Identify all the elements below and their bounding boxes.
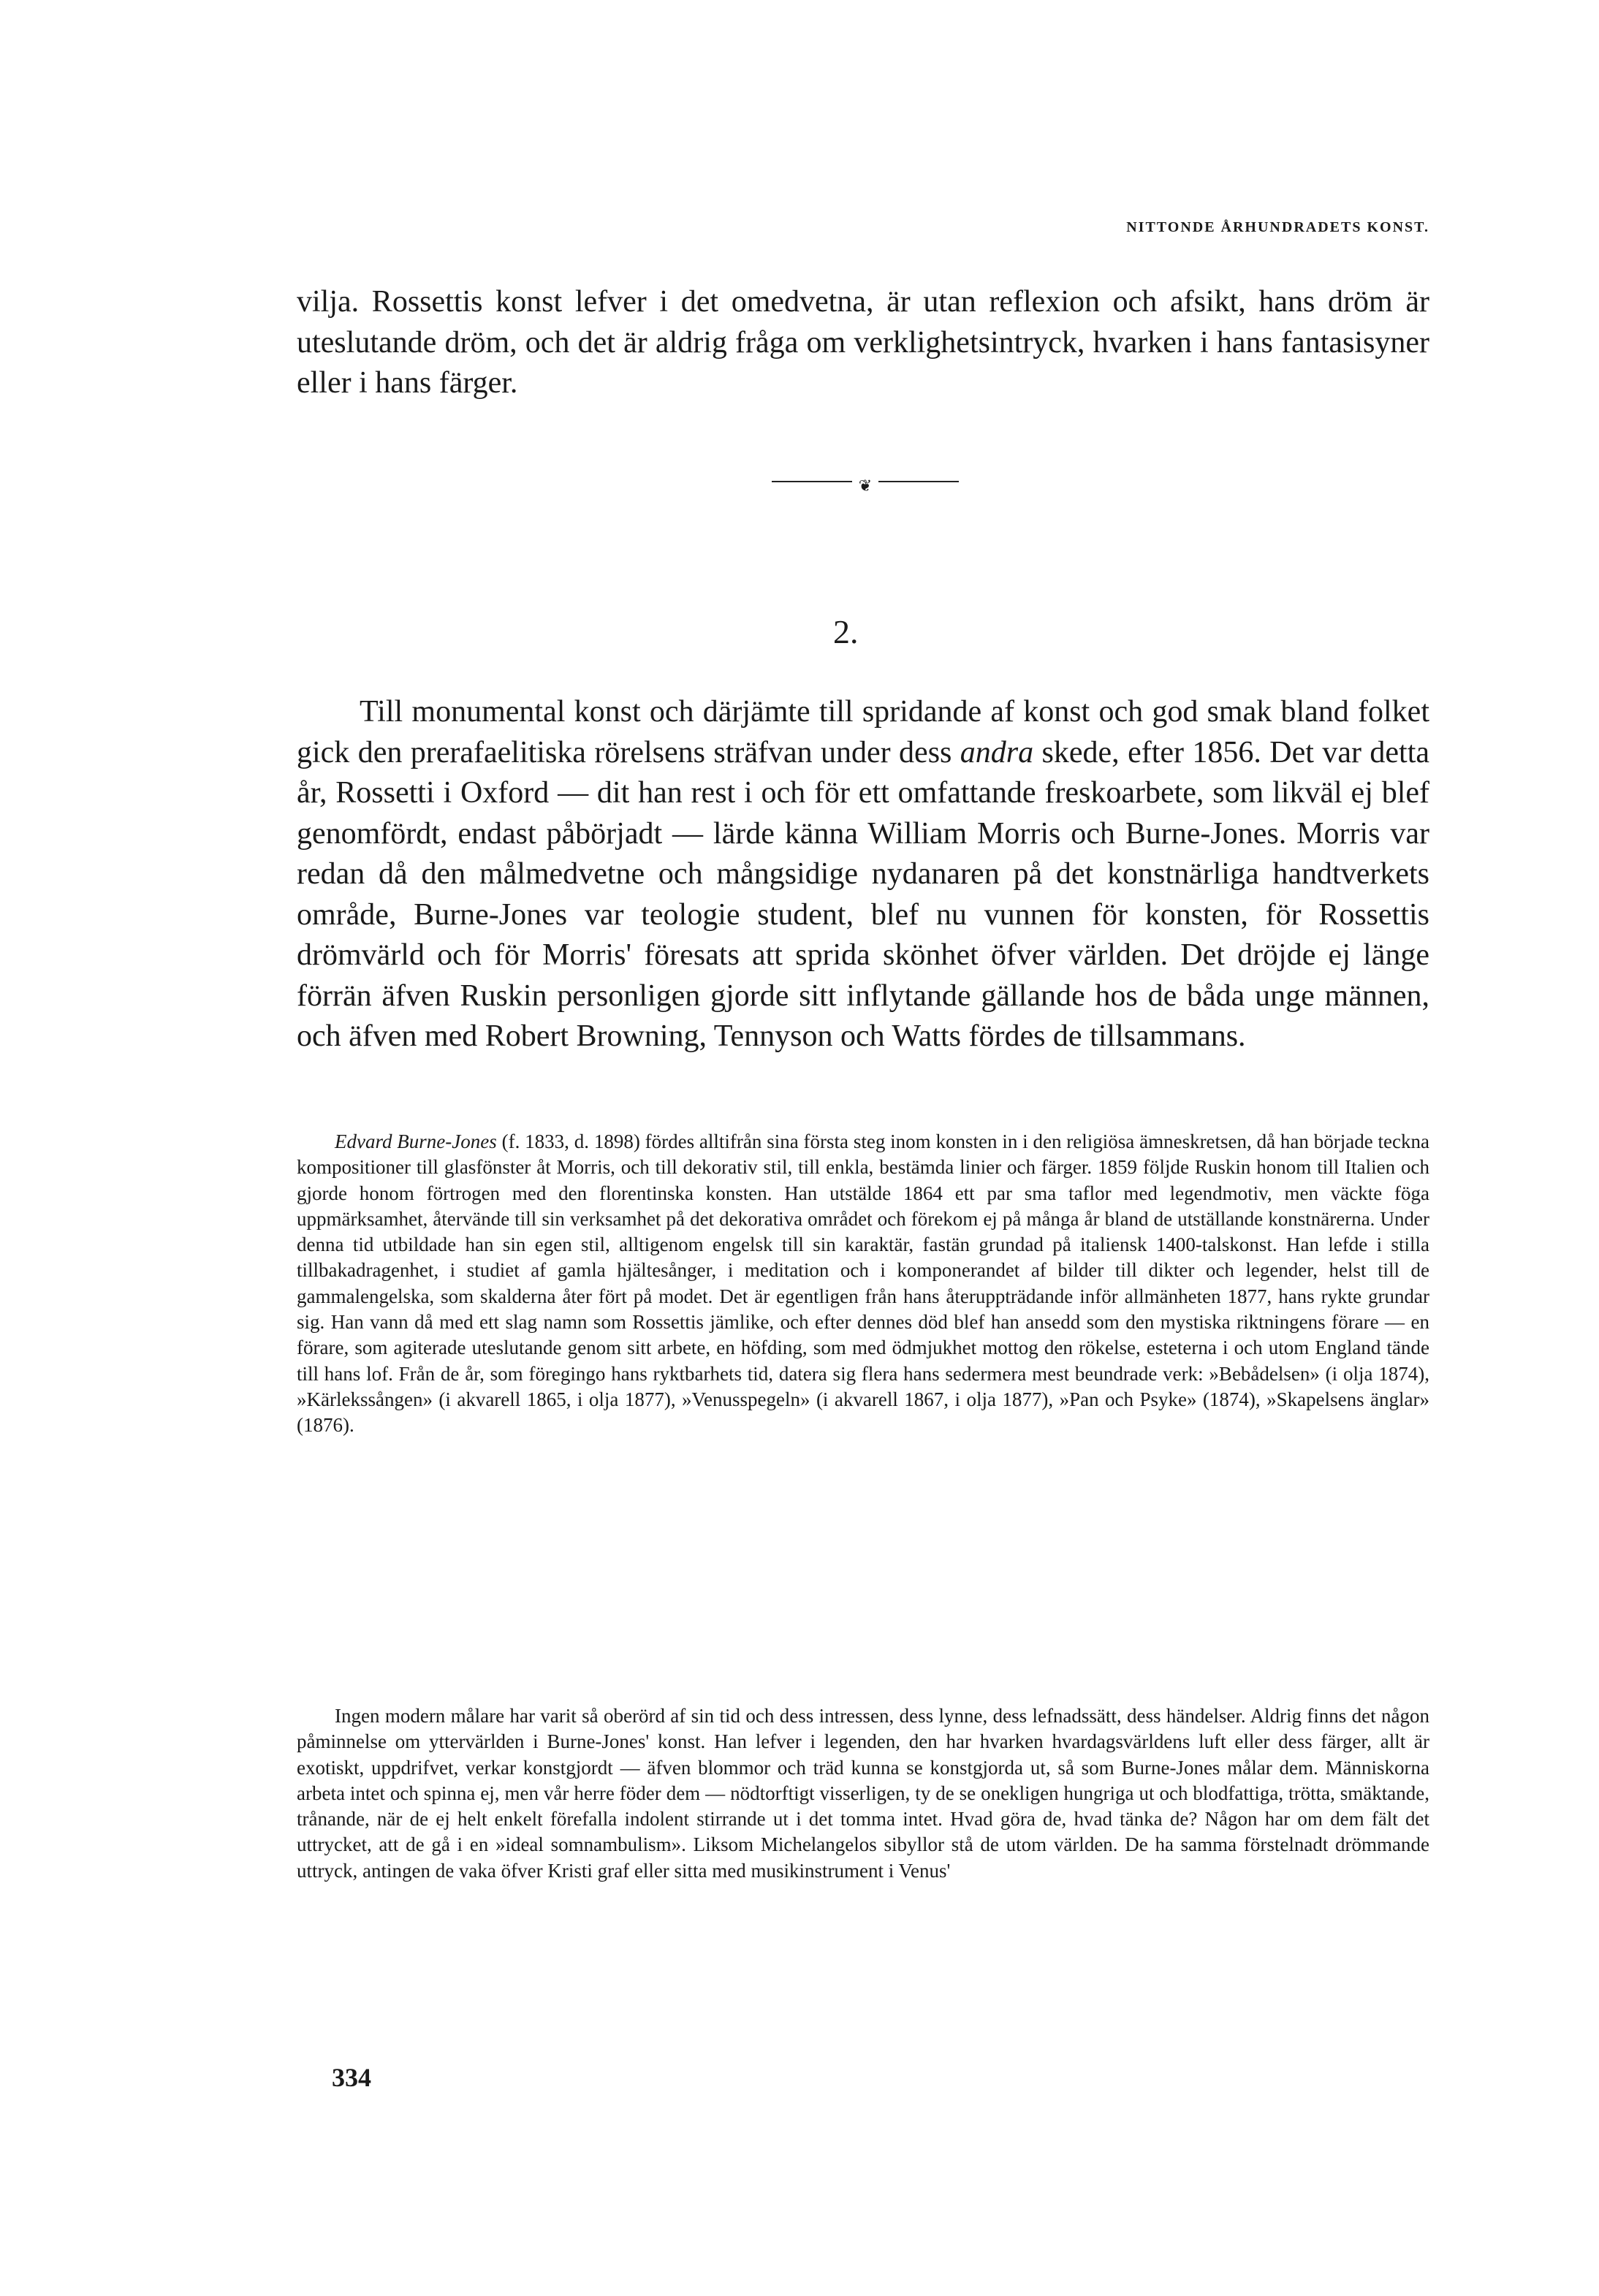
artist-name: Edvard Burne-Jones [335,1130,497,1152]
paragraph-text-part: skede, efter 1856. Det var detta år, Rossetti i Oxford — dit han rest i och för ett omfattande freskoarbete, som likväl ej blef genomfördt, endast påbörjadt — lärde känna William Morris och Burne-Jones. Morris var redan då den målmedvetne och mångsidige nydanaren på det konstnärliga handtverkets område, Burne-Jones var teologie student, blef nu vunnen för konsten, för Rossettis drömvärld och för Morris' föresats att sprida skönhet öfver världen. Det dröjde ej länge förrän äfven Ruskin personligen gjorde sitt inflytande gällande hos de båda unge männen, och äfven med Robert Browning, Tennyson och Watts fördes de tillsammans. [297,735,1430,1053]
emphasis-text: andra [960,735,1034,769]
paragraph-text-part: Till monumental konst och därjämte till spridande af konst och god smak bland folket gick den prerafaelitiska rörelsens sträfvan under dess [297,695,1429,769]
paragraph-continuation [297,282,1429,404]
section-number: 2. [833,613,859,650]
small-paragraph-text [297,1129,1429,1439]
small-print-paragraph [297,1129,1429,1439]
page-number: 334 [332,2063,371,2092]
section-paragraph [297,692,1429,1057]
small-paragraph-body: (f. 1833, d. 1898) fördes alltifrån sina första steg inom konsten in i den religiösa ämneskretsen, då han började teckna kompositioner till glasfönster åt Morris, och till dekorativ stil, till enkla, bestämda linier och färger. 1859 följde Ruskin honom till Italien och gjorde honom förtrogen med den florentinska konsten. Han utstälde 1864 ett par sma taflor med legendmotiv, men väckte föga uppmärksamhet, återvände till sin verksamhet på det dekorativa området och förekom ej på många år bland de utställande konstnärerna. Under denna tid utbildade han sin egen stil, alltigenom engelsk till sin karaktär, fastän grundad på italiensk 1400-talskonst. Han lefde i stilla tillbakadragenhet, i studiet af gamla hjältesånger, i meditation och i komponerandet af bilder till dikter och legender, helst till de gammalengelska, som skalderna åter fört på modet. Det är egentligen från hans återuppträdande inför allmänheten 1877, hans rykte grundar sig. Han vann då med ett slag namn som Rossettis jämlike, och efter dennes död blef han ansedd som den mystiska riktningens förare — en förare, som agiterade uteslutande genom sitt arbete, en höfding, som med ödmjukhet mottog den rökelse, esteterna i och utom England tände till hans lof. Från de år, som föregingo hans ryktbarhets tid, datera sig flera hans sedermera mest beundrade verk: »Bebådelsen» (i olja 1874), »Kärlekssången» (i akvarell 1865, i olja 1877), »Venusspegeln» (i akvarell 1867, i olja 1877), »Pan och Psyke» (1874), »Skapelsens änglar» (1876). [297,1130,1429,1437]
small-paragraph-text: Ingen modern målare har varit så oberörd af sin tid och dess intressen, dess lynne, dess lefnadssätt, dess händelser. Aldrig finns det någon påminnelse om yttervärlden i Burne-Jones' konst. Han lefver i legenden, den har hvarken hvardagsvärldens luft eller dess färger, allt är exotiskt, uppdrifvet, verkar konstgjordt — äfven blommor och träd kunna se konstgjorda ut, så som Burne-Jones målar dem. Människorna arbeta intet och spinna ej, men vår herre föder dem — nödtorftigt visserligen, ty de se onekligen hungriga ut och blodfattiga, trötta, smäktande, trånande, när de ej helt enkelt förefalla indolent stirrande ut i det tomma intet. Hvad göra de, hvad tänka de? Någon har om dem fält det uttrycket, att de gå i en »ideal somnambulism». Liksom Michelangelos sibyllor stå de utom världen. De ha samma förstelnadt drömmande uttryck, antingen de vaka öfver Kristi graf eller sitta med musikinstrument i Venus' [297,1705,1429,1882]
section-divider-ornament [772,474,959,495]
paragraph-text [297,692,1429,1057]
fleuron-icon: ❦ [852,478,878,494]
running-head: NITTONDE ÅRHUNDRADETS KONST. [1126,219,1429,235]
small-print-paragraph [297,1703,1429,1884]
paragraph-text: vilja. Rossettis konst lefver i det omedvetna, är utan reflexion och afsikt, hans dröm är uteslutande dröm, och det är aldrig fråga om verklighetsintryck, hvarken i hans fantasisyner eller i hans färger. [297,285,1429,400]
